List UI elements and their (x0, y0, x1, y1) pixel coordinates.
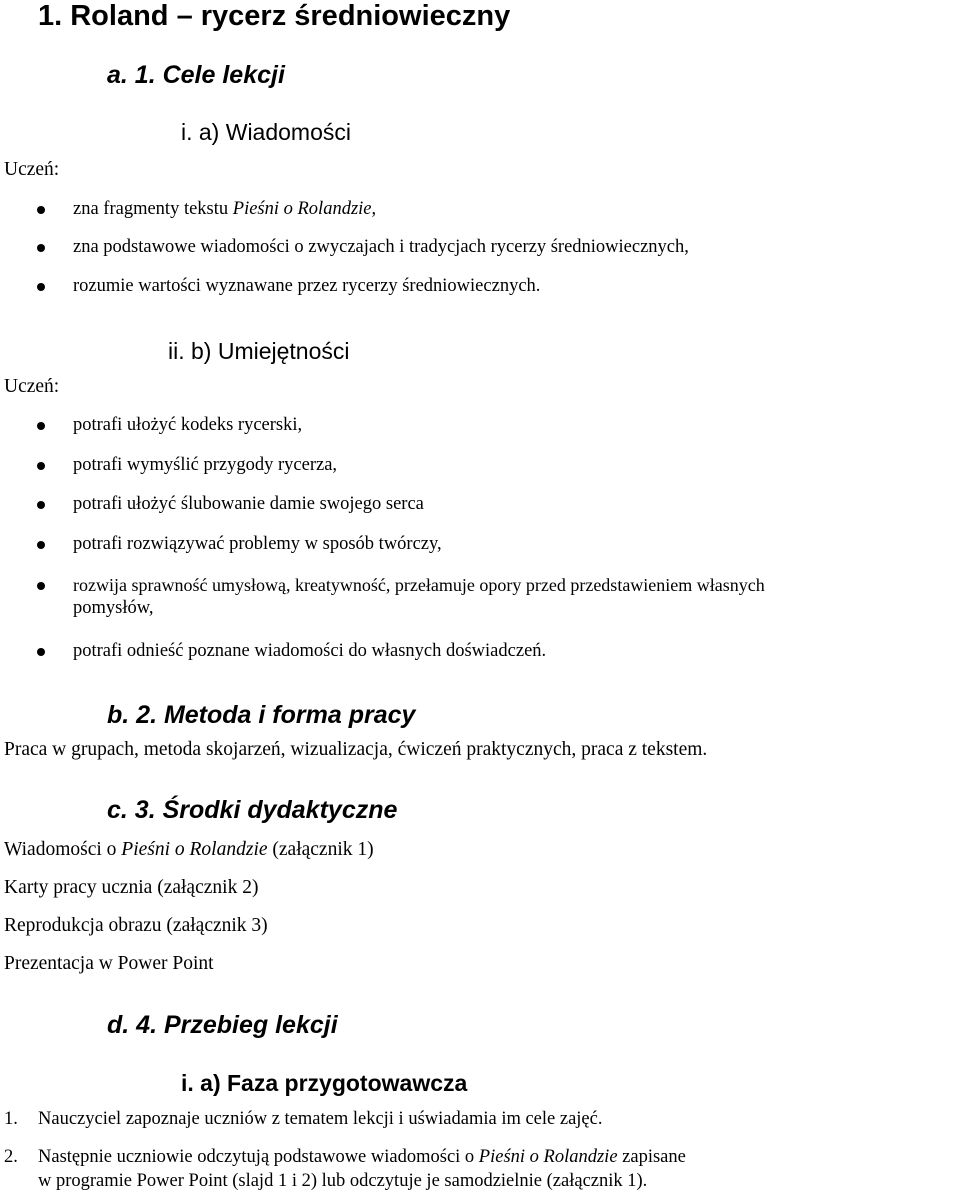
list-number: 1. (4, 1109, 18, 1129)
bullet-icon (37, 582, 45, 590)
list-item: potrafi ułożyć ślubowanie damie swojego serca (73, 494, 424, 514)
list-item: potrafi wymyślić przygody rycerza, (73, 455, 338, 475)
bullet-icon (37, 422, 45, 430)
subsection-heading-faza: i. a) Faza przygotowawcza (181, 1070, 468, 1096)
section-heading-srodki: c. 3. Środki dydaktyczne (107, 796, 398, 824)
numbered-item: Nauczyciel zapoznaje uczniów z tematem lekcji i uświadamia im cele zajęć. (38, 1109, 603, 1129)
bullet-icon (37, 244, 45, 252)
section-heading-cele: a. 1. Cele lekcji (107, 61, 285, 89)
list-item: rozumie wartości wyznawane przez rycerzy średniowiecznych. (73, 276, 541, 296)
subsection-heading-umiejetnosci: ii. b) Umiejętności (168, 338, 350, 364)
section-heading-przebieg: d. 4. Przebieg lekcji (107, 1011, 338, 1039)
numbered-item-continuation: w programie Power Point (slajd 1 i 2) lub odczytuje je samodzielnie (załącznik 1). (38, 1171, 648, 1191)
srodki-line: Wiadomości o Pieśni o Rolandzie (załącznik 1) (4, 839, 374, 860)
numbered-item: Następnie uczniowie odczytują podstawowe wiadomości o Pieśni o Rolandzie zapisane (38, 1147, 686, 1167)
bullet-icon (37, 541, 45, 549)
bullet-icon (37, 462, 45, 470)
list-item: potrafi rozwiązywać problemy w sposób twórczy, (73, 534, 442, 554)
section-heading-metoda: b. 2. Metoda i forma pracy (107, 701, 416, 729)
bullet-icon (37, 648, 45, 656)
metoda-text: Praca w grupach, metoda skojarzeń, wizualizacja, ćwiczeń praktycznych, praca z tekstem. (4, 739, 708, 760)
bullet-icon (37, 283, 45, 291)
list-item: potrafi odnieść poznane wiadomości do własnych doświadczeń. (73, 641, 547, 661)
srodki-line: Prezentacja w Power Point (4, 953, 214, 974)
list-item: rozwija sprawność umysłową, kreatywność, przełamuje opory przed przedstawieniem własnych (73, 575, 765, 595)
subsection-heading-wiadomosci: i. a) Wiadomości (181, 119, 351, 145)
list-item-continuation: pomysłów, (73, 598, 154, 618)
srodki-line: Reprodukcja obrazu (załącznik 3) (4, 915, 268, 936)
document-title: 1. Roland – rycerz średniowieczny (38, 0, 511, 32)
list-number: 2. (4, 1147, 18, 1167)
list-item: potrafi ułożyć kodeks rycerski, (73, 415, 303, 435)
bullet-icon (37, 501, 45, 509)
uczen-label: Uczeń: (4, 376, 60, 397)
uczen-label: Uczeń: (4, 159, 60, 180)
list-item: zna podstawowe wiadomości o zwyczajach i tradycjach rycerzy średniowiecznych, (73, 237, 689, 257)
srodki-line: Karty pracy ucznia (załącznik 2) (4, 877, 259, 898)
bullet-icon (37, 206, 45, 214)
list-item: zna fragmenty tekstu Pieśni o Rolandzie, (73, 199, 377, 219)
